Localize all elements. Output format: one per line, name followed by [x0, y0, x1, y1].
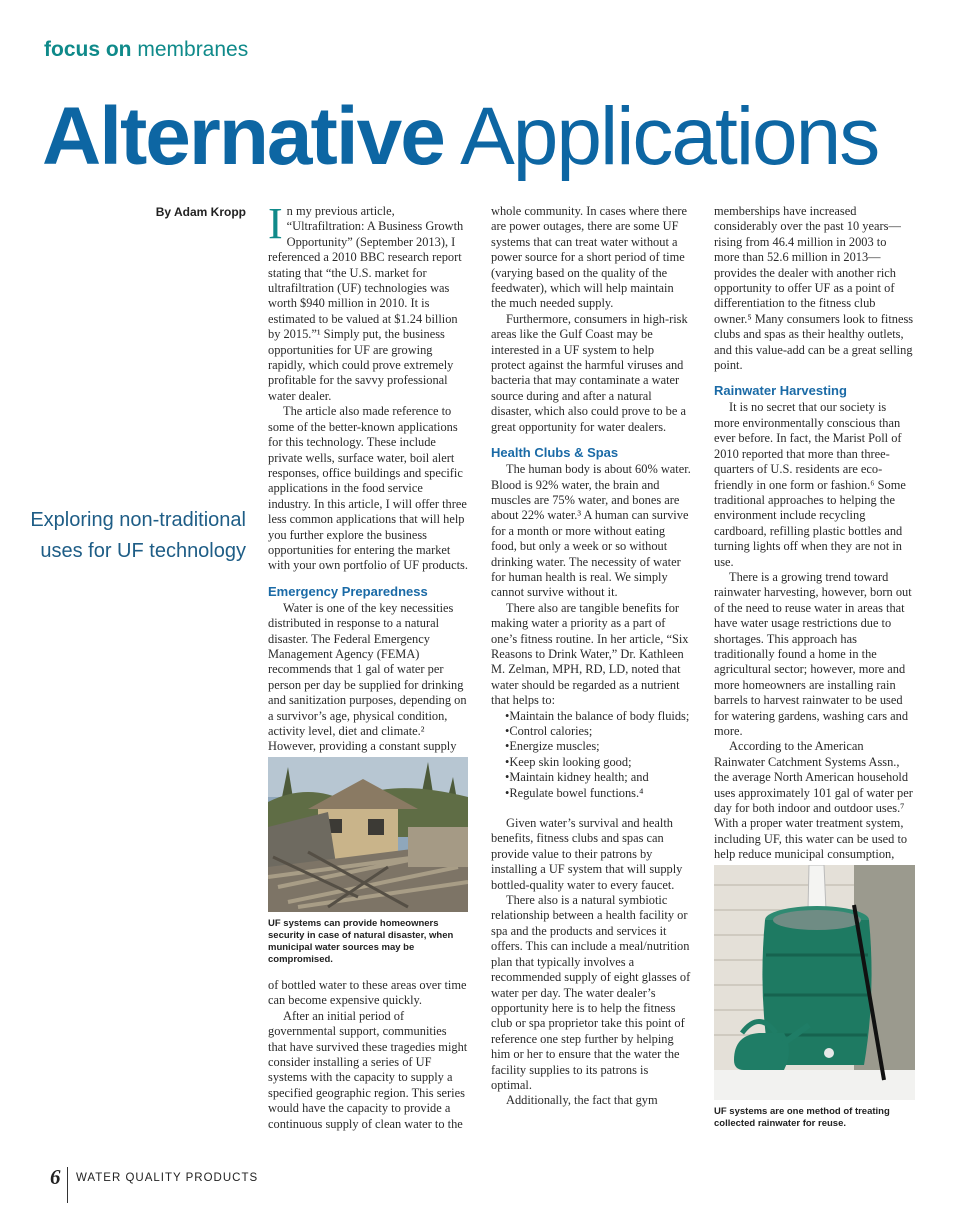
intro-text: n my previous article, “Ultrafiltration: A Business Growth Opportunity” (September 2013), I referenced a 2010 BBC research report stating that “the U.S. market for ultrafiltration (UF) technologies was worth $940 million in 2010. It is estimated to be valued at $1.24 billion by 2015.”¹ Simply put, the business opportunities for UF are growing rapidly, which could prove extremely profitable for the savvy professional water dealer. [268, 204, 464, 403]
title-light: Applications [460, 91, 879, 182]
paragraph: whole community. In cases where there are power outages, there are some UF systems that can treat water without a power source for a short period of time (varying based on the quality of the feedwater), which will help maintain the much needed supply. [491, 204, 687, 311]
list-item: • Regulate bowel functions.⁴ [505, 786, 691, 801]
paragraph: Water is one of the key necessities distributed in response to a natural disaster. The Federal Emergency Management Agency (FEMA) recommends that 1 gal of water per person per day be supplied for drinking and sanitization purposes, depending on a survivor’s age, physical condition, activity level, diet and climate.² However, providing a constant supply [268, 600, 467, 754]
kicker-bold: focus on [44, 38, 132, 61]
list-item: • Energize muscles; [505, 739, 691, 754]
paragraph: There also are tangible benefits for making water a priority as a part of one’s fitness routine. In her article, “Six Reasons to Drink Water,” Dr. Kathleen M. Zelman, MPH, RD, LD, noted that water should be regarded as a nutrient that helps to: [491, 600, 689, 708]
page-title [42, 91, 879, 182]
heading-health-clubs-spas: Health Clubs & Spas [491, 445, 619, 461]
paragraph: Furthermore, consumers in high-risk areas like the Gulf Coast may be interested in a UF system to help protect against the harmful viruses and bacteria that may contaminate a water source during and after a natural disaster, which also could prove to be a great opportunity for water dealers. [491, 311, 688, 434]
deck-subtitle: Exploring non-traditional uses for UF technology [30, 509, 246, 562]
paragraph: of bottled water to these areas over time can become expensive quickly. [268, 978, 467, 1008]
magazine-name: WATER QUALITY PRODUCTS [76, 1172, 259, 1184]
benefits-list [505, 709, 691, 801]
intro-paragraph [268, 199, 468, 404]
list-item: • Maintain the balance of body fluids; [505, 709, 691, 724]
section-kicker [44, 38, 248, 62]
paragraph: The article also made reference to some of the better-known applications for this technology. These include private wells, surface water, boil alert responses, office buildings and specific applications in the food service industry. In this article, I will offer three less common applications that will help you further explore the business opportunities for entering the market with your own portfolio of UF products. [268, 404, 468, 573]
paragraph: The human body is about 60% water. Blood is 92% water, the brain and muscles are 75% water, and bones are about 22% water.³ A human can survive for a month or more without eating food, but only a week or so without drinking water. The necessity of water for human health is real. We simply cannot survive without it. [491, 462, 691, 600]
paragraph: According to the American Rainwater Catchment Systems Assn., the average North American household uses approximately 101 gal of water per day for both indoor and outdoor uses.⁷ With a proper water treatment system, including UF, this water can be used to help reduce municipal consumption, [714, 739, 913, 862]
paragraph: There is a growing trend toward rainwater harvesting, however, born out of the need to reuse water in areas that have water usage restrictions due to shortages. This approach has traditionally found a home in the agricultural sector; however, more and more homeowners are installing rain barrels to harvest rainwater to be used for watering gardens, washing cars and more. [714, 569, 912, 738]
column-3 [714, 204, 914, 863]
paragraph: memberships have increased considerably over the past 10 years—rising from 46.4 million in 2003 to more than 52.6 million in 2013—provides the dealer with another rich opportunity to offer UF as a point of differentiation to the fitness club owner.⁵ Many consumers look to fitness clubs and spas as their healthy outlets, and this value-add can be a great selling point. [714, 204, 914, 373]
rain-barrel-image [714, 865, 915, 1100]
column-2 [491, 204, 691, 1109]
disaster-photo [268, 757, 468, 912]
heading-rainwater-harvesting: Rainwater Harvesting [714, 383, 847, 399]
paragraph: Given water’s survival and health benefits, fitness clubs and spas can provide value to their patrons by installing a UF system that will supply bottled-quality water to every faucet. [491, 816, 683, 892]
rain-barrel-photo [714, 865, 915, 1100]
paragraph: After an initial period of governmental support, communities that have survived these tragedies might consider installing a series of UF systems with the capacity to supply a specified geographic region. This series would have the capacity to provide a continuous supply of clean water to the [268, 1008, 468, 1131]
column-1-bottom [268, 978, 468, 1132]
kicker-light: membranes [137, 38, 249, 61]
paragraph: It is no secret that our society is more environmentally conscious than ever before. In fact, the Marist Poll of 2010 reported that more than three-quarters of U.S. residents are eco-friendly in one form or fashion.⁶ Some traditional approaches to helping the environment include recycling cardboard, refilling plastic bottles and turning lights off when they are not in use. [714, 400, 906, 569]
paragraph: Additionally, the fact that gym [506, 1093, 658, 1108]
list-item: • Maintain kidney health; and [505, 770, 691, 785]
page-number: 6 [50, 1165, 61, 1189]
rain-barrel-caption: UF systems are one method of treating collected rainwater for reuse. [714, 1106, 890, 1129]
paragraph: There also is a natural symbiotic relationship between a health facility or spa and the products and services it offers. This can include a meal/nutrition plan that typically involves a recommended supply of eight glasses of water per day. The water dealer’s opportunity here is to help the fitness club or spa proprietor take this point of reference one step further by helping him or her to ensure that the water the facility supplies to its patrons is optimal. [491, 893, 691, 1092]
heading-emergency-preparedness: Emergency Preparedness [268, 583, 428, 599]
damaged-house-image [268, 757, 468, 912]
byline: By Adam Kropp [155, 205, 246, 219]
title-bold: Alternative [42, 91, 444, 182]
list-item: • Control calories; [505, 724, 691, 739]
footer-divider [67, 1167, 68, 1203]
list-item: • Keep skin looking good; [505, 755, 691, 770]
column-1-top [268, 199, 468, 755]
drop-cap: I [268, 199, 283, 248]
disaster-photo-caption: UF systems can provide homeowners security in case of natural disaster, when municipal water sources may be compromised. [268, 918, 454, 965]
